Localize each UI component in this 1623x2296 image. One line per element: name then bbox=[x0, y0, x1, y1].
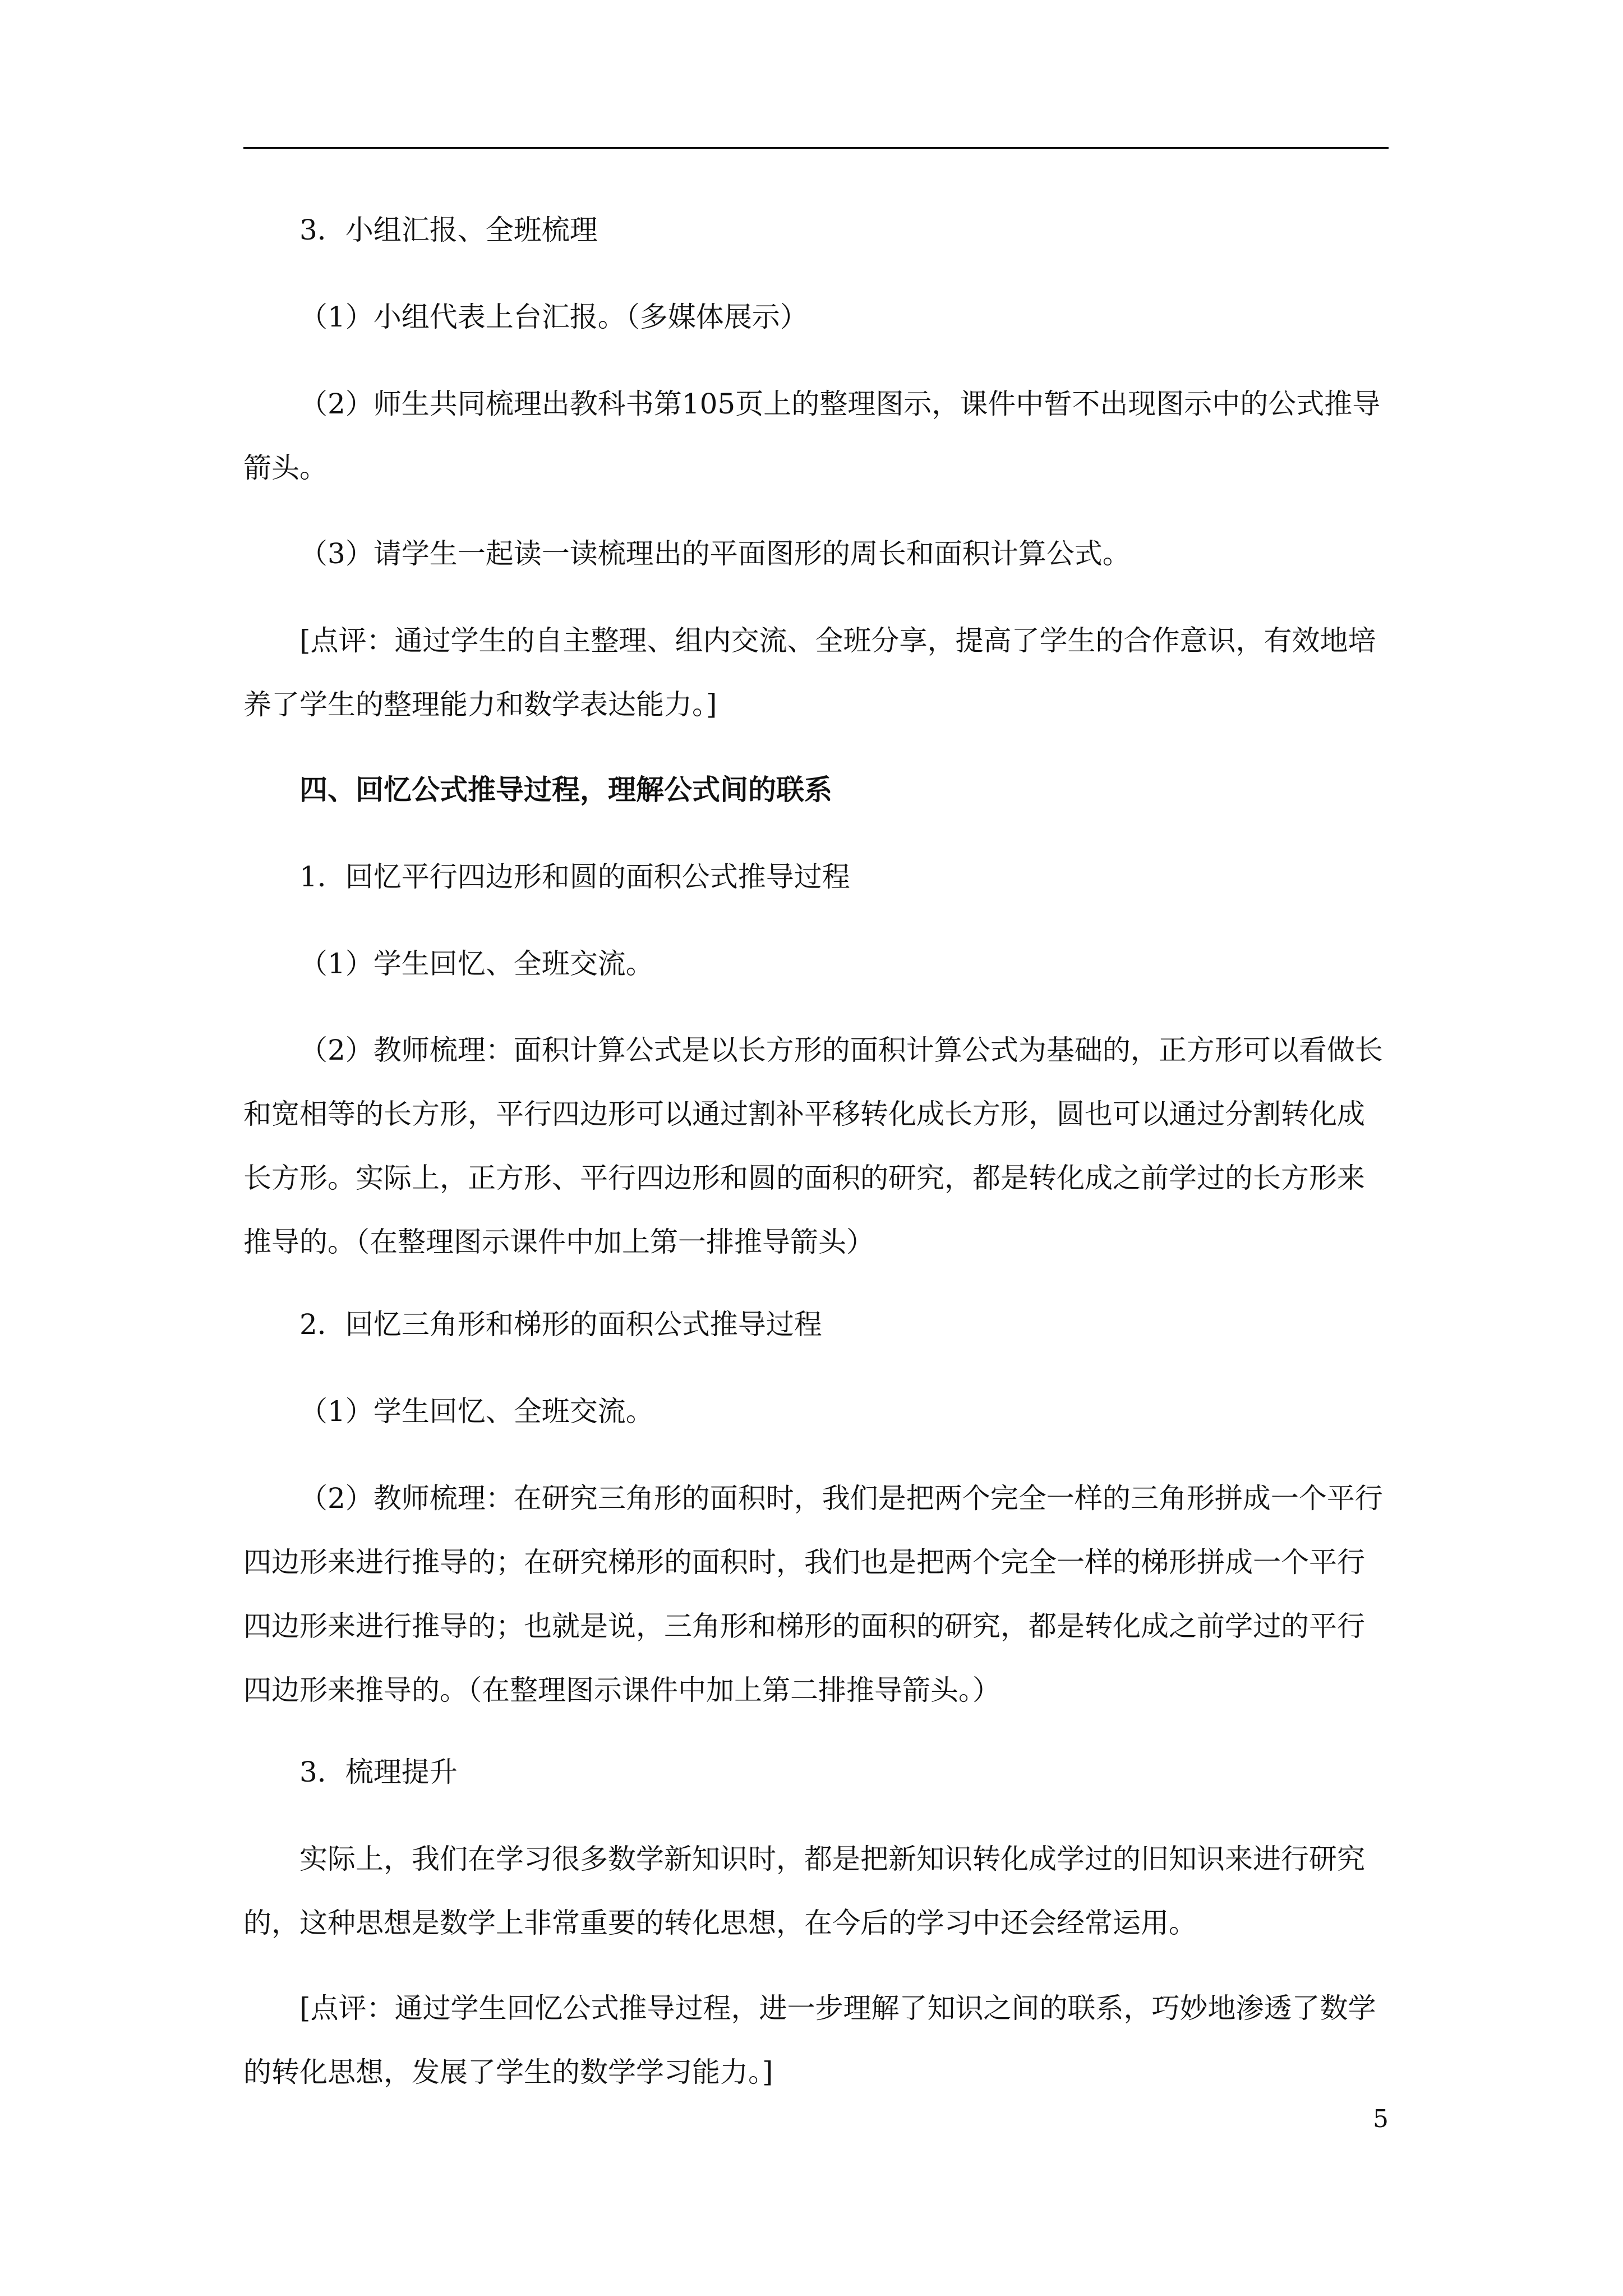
paragraph-2: （1）小组代表上台汇报。（多媒体展示） bbox=[299, 301, 808, 333]
paragraph-6: 1．回忆平行四边形和圆的面积公式推导过程 bbox=[299, 861, 850, 893]
paragraph-14: [点评：通过学生回忆公式推导过程，进一步理解了知识之间的联系，巧妙地渗透了数学的转化思想，发展了学生的数学学习能力。] bbox=[243, 1992, 1376, 2088]
page-number: 5 bbox=[1373, 2105, 1389, 2133]
paragraph-12: 3．梳理提升 bbox=[299, 1756, 458, 1788]
paragraph-5: [点评：通过学生的自主整理、组内交流、全班分享，提高了学生的合作意识，有效地培养了学生的整理能力和数学表达能力。] bbox=[243, 624, 1376, 721]
paragraph-1: 3．小组汇报、全班梳理 bbox=[299, 214, 598, 246]
paragraph-9: 2．回忆三角形和梯形的面积公式推导过程 bbox=[299, 1308, 822, 1341]
paragraph-11: （2）教师梳理：在研究三角形的面积时，我们是把两个完全一样的三角形拼成一个平行四边形来进行推导的；在研究梯形的面积时，我们也是把两个完全一样的梯形拼成一个平行四边形来进行推导的；也就是说，三角形和梯形的面积的研究，都是转化成之前学过的平行四边形来推导的。（在整理图示课件中加上第二排推导箭头。） bbox=[243, 1482, 1383, 1706]
paragraph-8: （2）教师梳理：面积计算公式是以长方形的面积计算公式为基础的，正方形可以看做长和宽相等的长方形，平行四边形可以通过割补平移转化成长方形，圆也可以通过分割转化成长方形。实际上，正方形、平行四边形和圆的面积的研究，都是转化成之前学过的长方形来推导的。（在整理图示课件中加上第一排推导箭头） bbox=[243, 1034, 1383, 1258]
paragraph-7: （1）学生回忆、全班交流。 bbox=[299, 947, 654, 980]
paragraph-13: 实际上，我们在学习很多数学新知识时，都是把新知识转化成学过的旧知识来进行研究的，这种思想是数学上非常重要的转化思想，在今后的学习中还会经常运用。 bbox=[243, 1843, 1365, 1939]
header-rule bbox=[243, 147, 1389, 149]
paragraph-3: （2）师生共同梳理出教科书第105页上的整理图示，课件中暂不出现图示中的公式推导箭头。 bbox=[243, 388, 1381, 484]
paragraph-4: （3）请学生一起读一读梳理出的平面图形的周长和面积计算公式。 bbox=[299, 537, 1131, 570]
paragraph-10: （1）学生回忆、全班交流。 bbox=[299, 1395, 654, 1428]
section-heading-4: 四、回忆公式推导过程，理解公式间的联系 bbox=[299, 773, 832, 806]
